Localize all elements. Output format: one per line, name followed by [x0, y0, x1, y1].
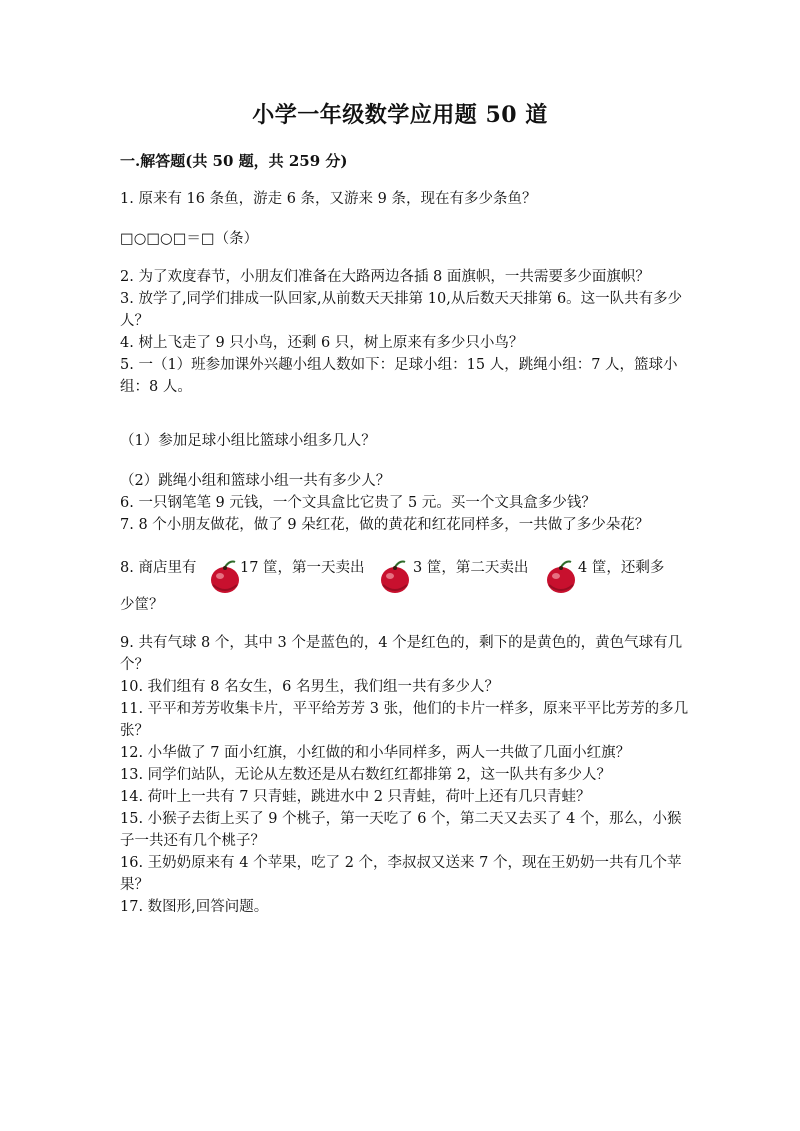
question-1-formula-block	[120, 228, 690, 250]
question-7: 7. 8 个小朋友做花，做了 9 朵红花，做的黄花和红花同样多，一共做了多少朵花？	[120, 517, 650, 533]
apple-icon	[378, 558, 412, 598]
question-15: 15. 小猴子去街上买了 9 个桃子，第一天吃了 6 个，第二天又去买了 4 个，那么，小猴子一共还有几个桃子？	[120, 811, 682, 849]
question-1	[120, 188, 690, 210]
question-5-sub2: （2）跳绳小组和篮球小组一共有多少人？	[120, 473, 391, 489]
question-8-part1: 8. 商店里有	[120, 560, 197, 576]
question-8-part2: 17 筐，第一天卖出	[240, 560, 365, 576]
questions-5b-7	[120, 470, 690, 536]
question-8-part4: 4 筐，还剩多	[578, 560, 665, 576]
apple-icon	[544, 558, 578, 598]
question-1-formula: □○□○□＝□（条）	[120, 231, 259, 247]
question-8-part5: 少筐？	[120, 597, 164, 613]
question-17: 17. 数图形,回答问题。	[120, 899, 269, 915]
question-12: 12. 小华做了 7 面小红旗，小红做的和小华同样多，两人一共做了几面小红旗？	[120, 745, 631, 761]
question-5-sub1-block	[120, 430, 690, 452]
question-8	[120, 554, 720, 598]
question-5: 5. 一（1）班参加课外兴趣小组人数如下：足球小组：15 人，跳绳小组：7 人，篮球小组：8 人。	[120, 357, 678, 395]
question-9: 9. 共有气球 8 个，其中 3 个是蓝色的，4 个是红色的，剩下的是黄色的，黄色气球有几个？	[120, 635, 683, 673]
question-10: 10. 我们组有 8 名女生，6 名男生，我们组一共有多少人？	[120, 679, 499, 695]
question-5-sub1: （1）参加足球小组比篮球小组多几人？	[120, 433, 376, 449]
question-4: 4. 树上飞走了 9 只小鸟，还剩 6 只，树上原来有多少只小鸟？	[120, 335, 524, 351]
question-13: 13. 同学们站队，无论从左数还是从右数红红都排第 2，这一队共有多少人？	[120, 767, 612, 783]
question-8-part3: 3 筐，第二天卖出	[413, 560, 529, 576]
section-heading: 一.解答题(共 50 题，共 259 分)	[120, 152, 348, 170]
question-16: 16. 王奶奶原来有 4 个苹果，吃了 2 个，李叔叔又送来 7 个，现在王奶奶一共有几个苹果？	[120, 855, 682, 893]
question-11: 11. 平平和芳芳收集卡片，平平给芳芳 3 张，他们的卡片一样多，原来平平比芳芳的多几张？	[120, 701, 689, 739]
question-8-tail-block	[120, 594, 690, 616]
questions-2-5	[120, 266, 690, 398]
question-14: 14. 荷叶上一共有 7 只青蛙，跳进水中 2 只青蛙，荷叶上还有几只青蛙？	[120, 789, 591, 805]
question-1-text: 1. 原来有 16 条鱼，游走 6 条，又游来 9 条，现在有多少条鱼？	[120, 191, 537, 207]
question-6: 6. 一只钢笔笔 9 元钱，一个文具盒比它贵了 5 元。买一个文具盒多少钱？	[120, 495, 596, 511]
questions-9-17	[120, 632, 690, 918]
apple-icon	[208, 558, 242, 598]
question-3: 3. 放学了,同学们排成一队回家,从前数天天排第 10,从后数天天排第 6。这一队共有多少人？	[120, 291, 683, 329]
page-title: 小学一年级数学应用题 50 道	[252, 102, 548, 128]
question-2: 2. 为了欢度春节，小朋友们准备在大路两边各插 8 面旗帜，一共需要多少面旗帜？	[120, 269, 650, 285]
